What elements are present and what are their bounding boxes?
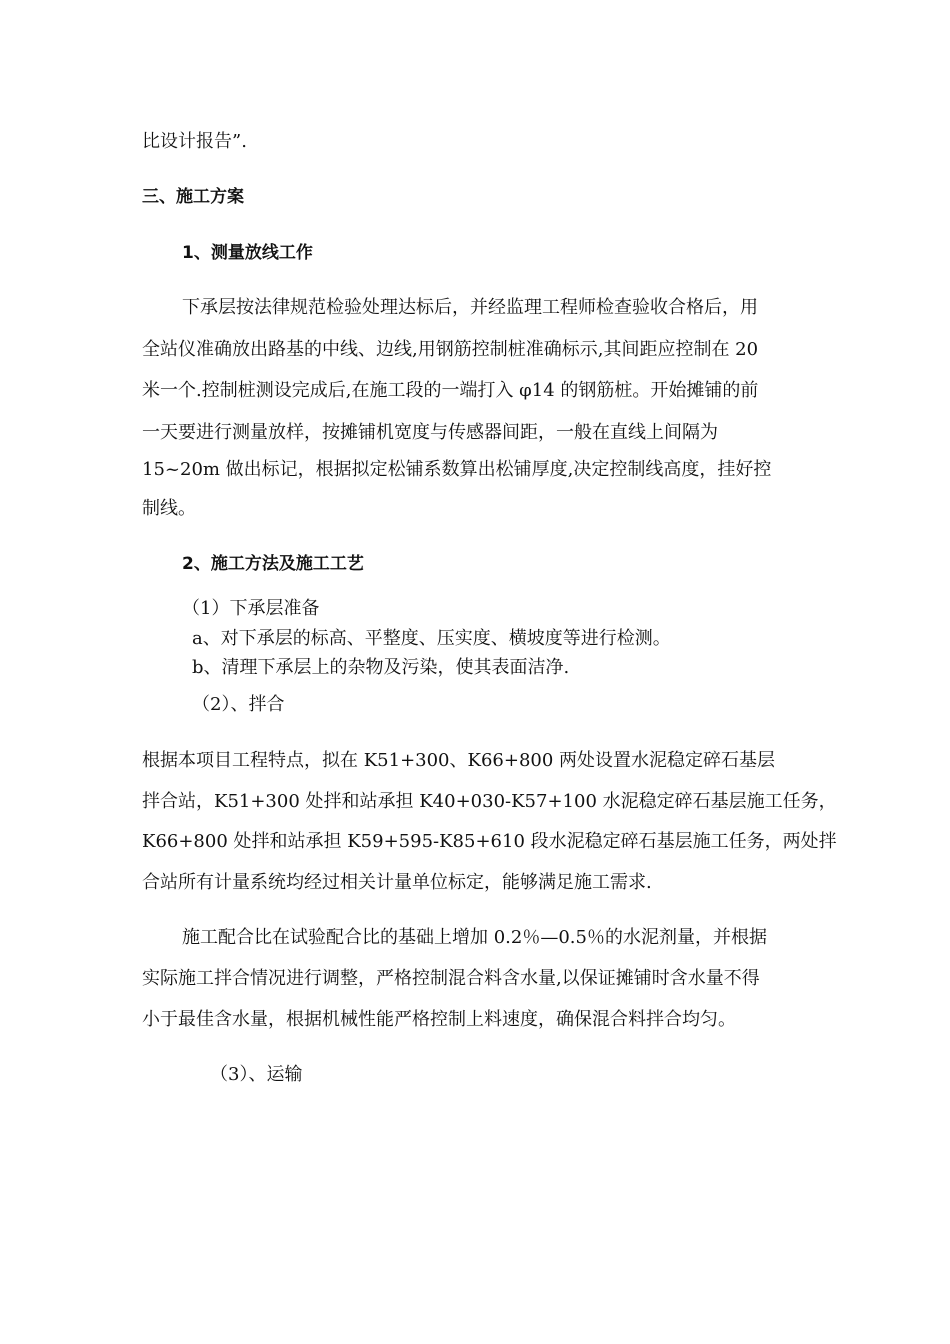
paragraph-line: K66+800 处拌和站承担 K59+595-K85+610 段水泥稳定碎石基层施工任务，两处拌	[142, 831, 837, 852]
paragraph-line: 小于最佳含水量，根据机械性能严格控制上料速度，确保混合料拌合均匀。	[142, 1009, 736, 1030]
subsection-heading: 1、测量放线工作	[182, 243, 313, 263]
list-heading: （2）、拌合	[192, 694, 285, 715]
paragraph-line: 施工配合比在试验配合比的基础上增加 0.2％—0.5％的水泥剂量，并根据	[182, 927, 767, 948]
list-item: a、对下承层的标高、平整度、压实度、横坡度等进行检测。	[192, 628, 671, 649]
list-heading: （3）、运输	[210, 1064, 303, 1085]
section-heading: 三、施工方案	[142, 187, 244, 207]
list-heading: （1）下承层准备	[182, 598, 320, 619]
list-item: b、清理下承层上的杂物及污染，使其表面洁净.	[192, 657, 570, 678]
paragraph-line: 一天要进行测量放样，按摊铺机宽度与传感器间距，一般在直线上间隔为	[142, 422, 718, 443]
paragraph-line: 下承层按法律规范检验处理达标后，并经监理工程师检查验收合格后，用	[182, 297, 758, 318]
paragraph-line: 合站所有计量系统均经过相关计量单位标定，能够满足施工需求.	[142, 872, 652, 893]
paragraph-line: 全站仪准确放出路基的中线、边线,用钢筋控制桩准确标示,其间距应控制在 20	[142, 339, 759, 360]
paragraph-line: 15~20m 做出标记，根据拟定松铺系数算出松铺厚度,决定控制线高度，挂好控	[142, 459, 772, 480]
subsection-heading: 2、施工方法及施工工艺	[182, 554, 364, 574]
paragraph-line: 根据本项目工程特点，拟在 K51+300、K66+800 两处设置水泥稳定碎石基层	[142, 750, 776, 771]
paragraph-line: 拌合站，K51+300 处拌和站承担 K40+030-K57+100 水泥稳定碎石基层施工任务，	[142, 791, 837, 812]
paragraph-line: 米一个.控制桩测设完成后,在施工段的一端打入 φ14 的钢筋桩。开始摊铺的前	[142, 380, 759, 401]
text-line: 比设计报告”.	[142, 131, 247, 152]
paragraph-line: 实际施工拌合情况进行调整，严格控制混合料含水量,以保证摊铺时含水量不得	[142, 968, 760, 989]
paragraph-line: 制线。	[142, 498, 196, 519]
